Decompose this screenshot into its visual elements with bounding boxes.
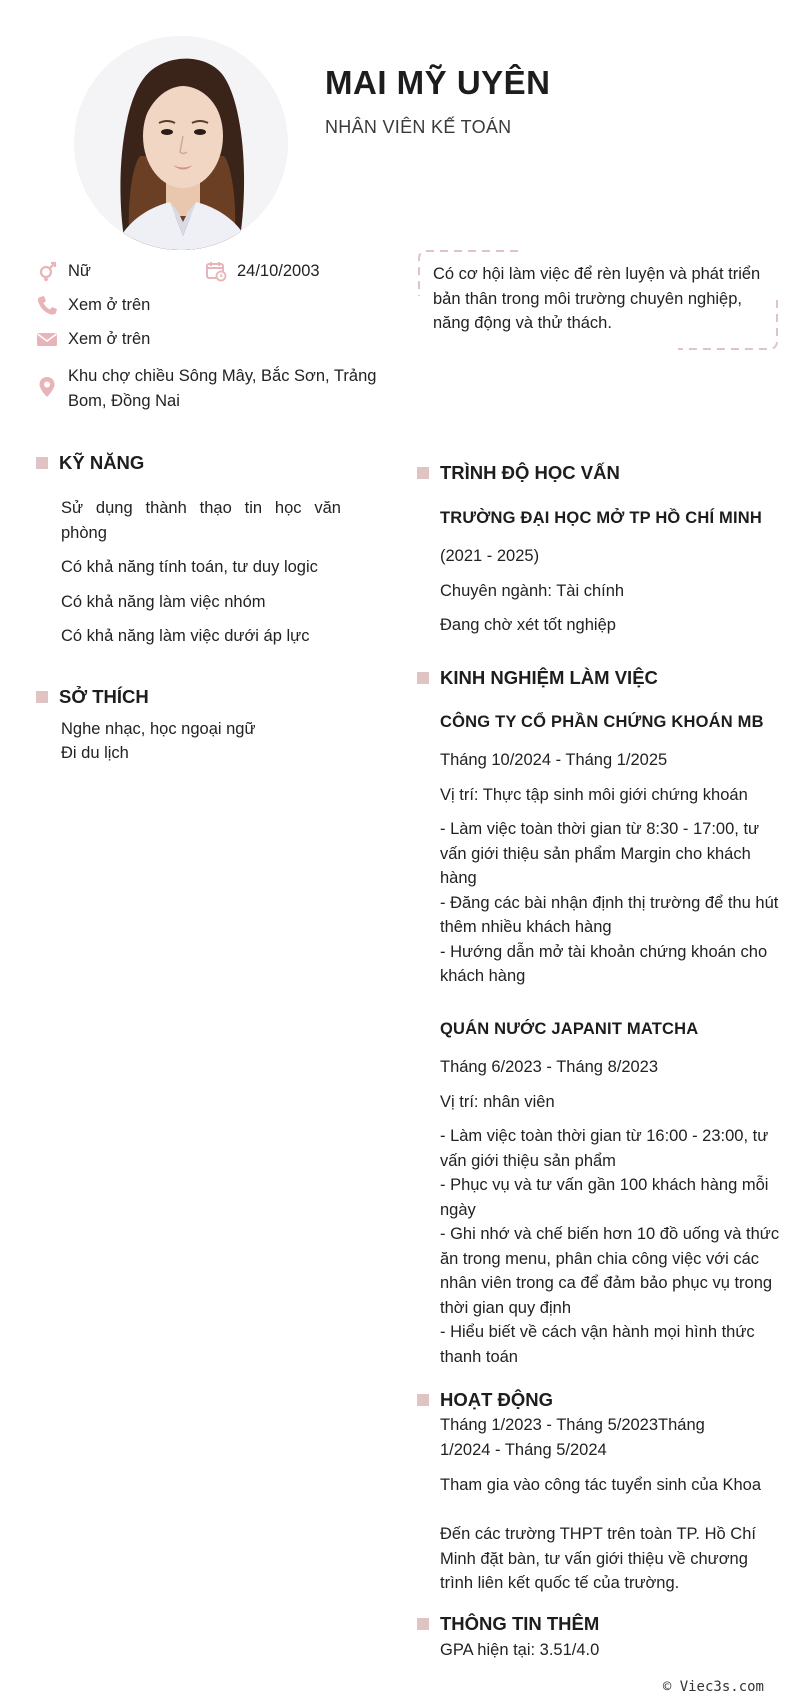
job-duty: - Hiểu biết về cách vận hành mọi hình thức thanh toán: [440, 1323, 755, 1366]
phone-icon: [36, 294, 58, 316]
experience-section-title: KINH NGHIỆM LÀM VIỆC: [417, 667, 658, 689]
job-duty: - Làm việc toàn thời gian từ 16:00 - 23:00, tư vấn giới thiệu sản phẩm: [440, 1127, 769, 1170]
job-position: Vị trí: nhân viên: [440, 1093, 555, 1111]
job-company: CÔNG TY CỔ PHẦN CHỨNG KHOÁN MB: [440, 713, 764, 731]
activity-detail: Đến các trường THPT trên toàn TP. Hồ Chí Minh đặt bàn, tư vấn giới thiệu về chương trình liên kết quốc tế của trường.: [440, 1525, 756, 1592]
skills-section-title: KỸ NĂNG: [36, 452, 144, 474]
section-bullet-icon: [417, 467, 429, 479]
gender-row: [36, 259, 91, 284]
job-duty: - Đăng các bài nhận định thị trường để thu hút thêm nhiều khách hàng: [440, 893, 779, 936]
job-duty: - Làm việc toàn thời gian từ 8:30 - 17:00, tư vấn giới thiệu sản phẩm Margin cho khách hàng: [440, 820, 760, 887]
job-company: QUÁN NƯỚC JAPANIT MATCHA: [440, 1020, 699, 1038]
footer-credit: © Viec3s.com: [662, 1679, 764, 1695]
email-icon: [36, 328, 58, 350]
skill-item: Có khả năng làm việc nhóm: [61, 593, 266, 611]
job-position: Vị trí: Thực tập sinh môi giới chứng khoán: [440, 786, 748, 804]
job-duty: - Phục vụ và tư vấn gần 100 khách hàng mỗi ngày: [440, 1176, 769, 1219]
job-duties: [440, 1124, 782, 1369]
phone-row: [36, 293, 150, 318]
location-icon: [36, 376, 58, 398]
email-value: Xem ở trên: [68, 330, 151, 348]
job-title: NHÂN VIÊN KẾ TOÁN: [325, 117, 512, 137]
job-period: Tháng 6/2023 - Tháng 8/2023: [440, 1058, 659, 1076]
objective-box: [418, 250, 778, 350]
education-section-title: TRÌNH ĐỘ HỌC VẤN: [417, 462, 620, 484]
school-name: TRƯỜNG ĐẠI HỌC MỞ TP HỒ CHÍ MINH: [440, 509, 763, 527]
job-duties: [440, 817, 780, 989]
section-bullet-icon: [417, 672, 429, 684]
skill-item: Có khả năng tính toán, tư duy logic: [61, 558, 318, 576]
skill-item: Sử dụng thành thạo tin học văn phòng: [61, 499, 341, 542]
phone-value: Xem ở trên: [68, 296, 151, 314]
education-major: Chuyên ngành: Tài chính: [440, 582, 625, 600]
skill-item: Có khả năng làm việc dưới áp lực: [61, 627, 310, 645]
section-bullet-icon: [36, 691, 48, 703]
candidate-name: MAI MỸ UYÊN: [325, 64, 551, 101]
activity-description: Tham gia vào công tác tuyển sinh của Khoa: [440, 1476, 762, 1494]
section-bullet-icon: [417, 1618, 429, 1630]
activities-section-title: HOẠT ĐỘNG: [417, 1389, 553, 1411]
gender-value: Nữ: [68, 262, 91, 280]
hobbies-section-title: SỞ THÍCH: [36, 686, 149, 708]
birthdate-value: 24/10/2003: [237, 262, 320, 280]
objective-text: Có cơ hội làm việc để rèn luyện và phát triển bản thân trong môi trường chuyên nghiệp, năng động và thử thách.: [433, 265, 761, 332]
calendar-icon: [205, 260, 227, 282]
job-duty: - Hướng dẫn mở tài khoản chứng khoán cho khách hàng: [440, 942, 768, 985]
address-row: [36, 364, 381, 414]
education-status: Đang chờ xét tốt nghiệp: [440, 616, 616, 634]
hobby-item: Đi du lịch: [61, 744, 129, 762]
section-bullet-icon: [36, 457, 48, 469]
avatar-photo: [74, 36, 288, 250]
job-duty: - Ghi nhớ và chế biến hơn 10 đồ uống và thức ăn trong menu, phân chia công việc với các nhân viên trong ca để đảm bảo phục vụ trong thời gian quy định: [440, 1225, 780, 1317]
gpa-text: GPA hiện tại: 3.51/4.0: [440, 1641, 600, 1659]
job-period: Tháng 10/2024 - Tháng 1/2025: [440, 751, 668, 769]
activity-period: Tháng 1/2023 - Tháng 5/2023Tháng 1/2024 - Tháng 5/2024: [440, 1416, 705, 1459]
hobby-item: Nghe nhạc, học ngoại ngữ: [61, 720, 256, 738]
address-value: Khu chợ chiều Sông Mây, Bắc Sơn, Trảng Bom, Đồng Nai: [68, 367, 377, 410]
education-period: (2021 - 2025): [440, 547, 540, 565]
additional-section-title: THÔNG TIN THÊM: [417, 1613, 599, 1635]
section-bullet-icon: [417, 1394, 429, 1406]
gender-icon: [36, 260, 58, 282]
avatar: [74, 36, 288, 250]
email-row: [36, 327, 150, 352]
birthdate-row: [205, 259, 320, 284]
